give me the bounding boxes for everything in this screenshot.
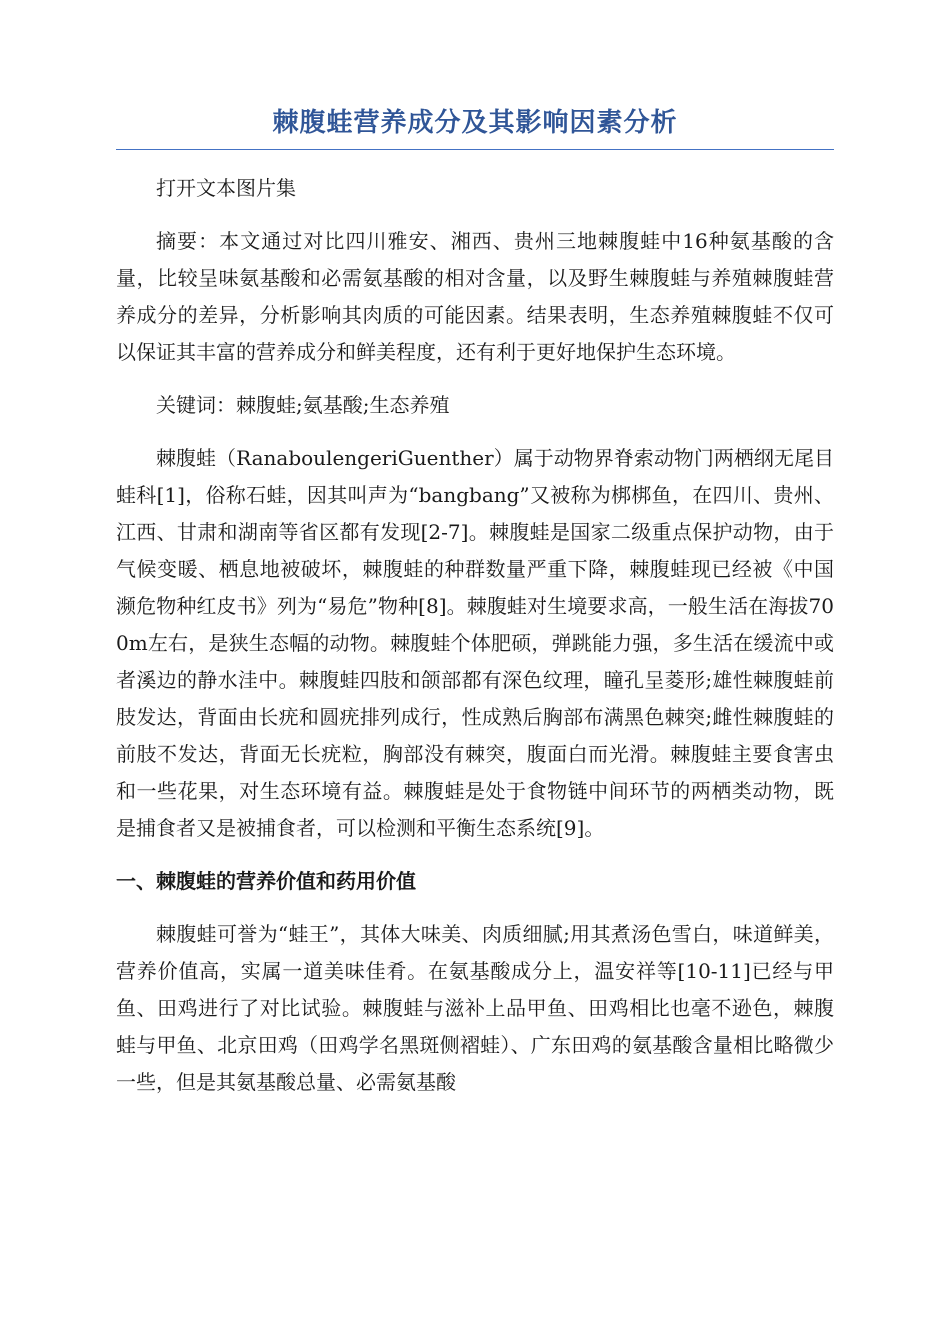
abstract-paragraph: 摘要：本文通过对比四川雅安、湘西、贵州三地棘腹蛙中16种氨基酸的含量，比较呈味氨基酸和必需氨基酸的相对含量，以及野生棘腹蛙与养殖棘腹蛙营养成分的差异，分析影响其肉质的可能因素。结果表明，生态养殖棘腹蛙不仅可以保证其丰富的营养成分和鲜美程度，还有利于更好地保护生态环境。: [116, 229, 834, 364]
document-title: 棘腹蛙营养成分及其影响因素分析: [116, 106, 834, 150]
section-1-heading: 一、棘腹蛙的营养价值和药用价值: [116, 869, 416, 893]
intro-paragraph: 棘腹蛙（RanaboulengeriGuenther）属于动物界脊索动物门两栖纲无尾目蛙科[1]，俗称石蛙，因其叫声为“bangbang”又被称为梆梆鱼，在四川、贵州、江西、甘肃和湖南等省区都有发现[2-7]。棘腹蛙是国家二级重点保护动物，由于气候变暖、栖息地被破坏，棘腹蛙的种群数量严重下降，棘腹蛙现已经被《中国濒危物种红皮书》列为“易危”物种[8]。棘腹蛙对生境要求高，一般生活在海拔700m左右，是狭生态幅的动物。棘腹蛙个体肥硕，弹跳能力强，多生活在缓流中或者溪边的静水洼中。棘腹蛙四肢和颌部都有深色纹理，瞳孔呈菱形;雄性棘腹蛙前肢发达，背面由长疣和圆疣排列成行，性成熟后胸部布满黑色棘突;雌性棘腹蛙的前肢不发达，背面无长疣粒，胸部没有棘突，腹面白而光滑。棘腹蛙主要食害虫和一些花果，对生态环境有益。棘腹蛙是处于食物链中间环节的两栖类动物，既是捕食者又是被捕食者，可以检测和平衡生态系统[9]。: [116, 446, 834, 840]
open-image-gallery-link[interactable]: 打开文本图片集: [156, 176, 296, 200]
keywords-paragraph: 关键词：棘腹蛙;氨基酸;生态养殖: [156, 393, 450, 417]
document-page: [116, 106, 834, 1101]
section-1-paragraph: 棘腹蛙可誉为“蛙王”，其体大味美、肉质细腻;用其煮汤色雪白，味道鲜美，营养价值高，实属一道美味佳肴。在氨基酸成分上，温安祥等[10-11]已经与甲鱼、田鸡进行了对比试验。棘腹蛙与滋补上品甲鱼、田鸡相比也毫不逊色，棘腹蛙与甲鱼、北京田鸡（田鸡学名黑斑侧褶蛙）、广东田鸡的氨基酸含量相比略微少一些，但是其氨基酸总量、必需氨基酸: [116, 922, 834, 1094]
